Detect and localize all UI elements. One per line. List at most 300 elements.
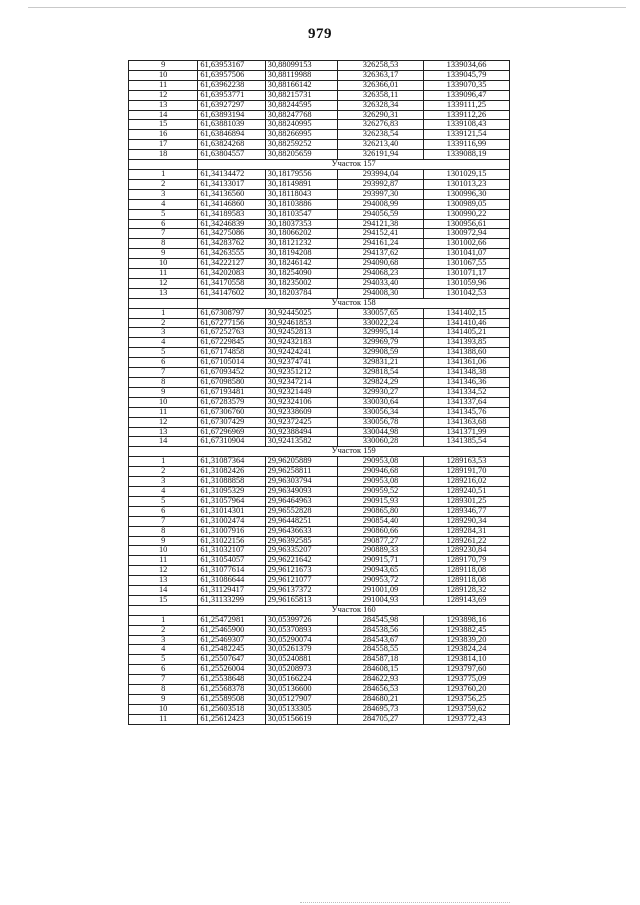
x-coordinate-cell: 330060,28 xyxy=(338,437,424,447)
latitude-cell: 61,34147602 xyxy=(198,288,265,298)
latitude-cell: 61,63927297 xyxy=(198,100,265,110)
y-coordinate-cell: 1339121,54 xyxy=(424,130,510,140)
table-row xyxy=(129,695,510,705)
y-coordinate-cell: 1293814,10 xyxy=(424,655,510,665)
longitude-cell: 30,05156619 xyxy=(265,714,337,724)
x-coordinate-cell: 294008,30 xyxy=(338,288,424,298)
point-number-cell: 16 xyxy=(129,130,198,140)
y-coordinate-cell: 1300972,94 xyxy=(424,229,510,239)
point-number-cell: 12 xyxy=(129,278,198,288)
latitude-cell: 61,67277156 xyxy=(198,318,265,328)
latitude-cell: 61,34136560 xyxy=(198,189,265,199)
x-coordinate-cell: 294008,99 xyxy=(338,199,424,209)
y-coordinate-cell: 1339088,19 xyxy=(424,150,510,160)
y-coordinate-cell: 1341385,54 xyxy=(424,437,510,447)
point-number-cell: 5 xyxy=(129,655,198,665)
latitude-cell: 61,63846894 xyxy=(198,130,265,140)
latitude-cell: 61,31002474 xyxy=(198,516,265,526)
x-coordinate-cell: 291001,09 xyxy=(338,586,424,596)
longitude-cell: 29,96349093 xyxy=(265,486,337,496)
table-row xyxy=(129,486,510,496)
point-number-cell: 7 xyxy=(129,675,198,685)
x-coordinate-cell: 330022,24 xyxy=(338,318,424,328)
table-row xyxy=(129,120,510,130)
table-row xyxy=(129,556,510,566)
longitude-cell: 29,96165813 xyxy=(265,595,337,605)
table-row xyxy=(129,526,510,536)
x-coordinate-cell: 291004,93 xyxy=(338,595,424,605)
table-row xyxy=(129,586,510,596)
latitude-cell: 61,34189583 xyxy=(198,209,265,219)
x-coordinate-cell: 284608,15 xyxy=(338,665,424,675)
y-coordinate-cell: 1341334,52 xyxy=(424,387,510,397)
point-number-cell: 11 xyxy=(129,714,198,724)
x-coordinate-cell: 329908,59 xyxy=(338,348,424,358)
longitude-cell: 30,88205659 xyxy=(265,150,337,160)
longitude-cell: 29,96464963 xyxy=(265,496,337,506)
x-coordinate-cell: 290953,08 xyxy=(338,477,424,487)
point-number-cell: 7 xyxy=(129,368,198,378)
section-header-row xyxy=(129,298,510,308)
x-coordinate-cell: 326191,94 xyxy=(338,150,424,160)
table-row xyxy=(129,100,510,110)
table-row xyxy=(129,308,510,318)
table-row xyxy=(129,90,510,100)
y-coordinate-cell: 1289118,08 xyxy=(424,576,510,586)
y-coordinate-cell: 1341363,68 xyxy=(424,417,510,427)
longitude-cell: 30,92452813 xyxy=(265,328,337,338)
top-border-line xyxy=(28,7,626,8)
point-number-cell: 10 xyxy=(129,546,198,556)
longitude-cell: 30,18179556 xyxy=(265,169,337,179)
latitude-cell: 61,34263555 xyxy=(198,249,265,259)
y-coordinate-cell: 1289284,31 xyxy=(424,526,510,536)
longitude-cell: 30,92372425 xyxy=(265,417,337,427)
point-number-cell: 9 xyxy=(129,695,198,705)
y-coordinate-cell: 1293756,25 xyxy=(424,695,510,705)
x-coordinate-cell: 294121,38 xyxy=(338,219,424,229)
y-coordinate-cell: 1293760,20 xyxy=(424,685,510,695)
section-title: Участок 157 xyxy=(198,160,510,170)
x-coordinate-cell: 290943,65 xyxy=(338,566,424,576)
x-coordinate-cell: 330030,64 xyxy=(338,397,424,407)
y-coordinate-cell: 1341337,64 xyxy=(424,397,510,407)
x-coordinate-cell: 290865,80 xyxy=(338,506,424,516)
x-coordinate-cell: 294161,24 xyxy=(338,239,424,249)
latitude-cell: 61,67098580 xyxy=(198,378,265,388)
y-coordinate-cell: 1341402,15 xyxy=(424,308,510,318)
table-row xyxy=(129,536,510,546)
y-coordinate-cell: 1341361,06 xyxy=(424,358,510,368)
point-number-cell: 2 xyxy=(129,179,198,189)
point-number-cell: 8 xyxy=(129,378,198,388)
point-number-cell: 1 xyxy=(129,308,198,318)
longitude-cell: 30,18235002 xyxy=(265,278,337,288)
point-number-cell: 17 xyxy=(129,140,198,150)
y-coordinate-cell: 1289143,69 xyxy=(424,595,510,605)
point-number-cell: 13 xyxy=(129,100,198,110)
y-coordinate-cell: 1301071,17 xyxy=(424,269,510,279)
point-number-cell: 1 xyxy=(129,457,198,467)
longitude-cell: 30,92424241 xyxy=(265,348,337,358)
point-number-cell: 2 xyxy=(129,467,198,477)
longitude-cell: 30,88266995 xyxy=(265,130,337,140)
table-row xyxy=(129,249,510,259)
point-number-cell: 4 xyxy=(129,486,198,496)
latitude-cell: 61,63953771 xyxy=(198,90,265,100)
x-coordinate-cell: 290953,08 xyxy=(338,457,424,467)
latitude-cell: 61,63962238 xyxy=(198,80,265,90)
table-row xyxy=(129,387,510,397)
longitude-cell: 30,92321449 xyxy=(265,387,337,397)
table-row xyxy=(129,278,510,288)
y-coordinate-cell: 1341405,21 xyxy=(424,328,510,338)
point-number-cell: 10 xyxy=(129,704,198,714)
longitude-cell: 30,05208973 xyxy=(265,665,337,675)
table-row xyxy=(129,61,510,71)
x-coordinate-cell: 330044,98 xyxy=(338,427,424,437)
latitude-cell: 61,67307429 xyxy=(198,417,265,427)
x-coordinate-cell: 290860,66 xyxy=(338,526,424,536)
table-row xyxy=(129,229,510,239)
point-number-cell: 3 xyxy=(129,477,198,487)
longitude-cell: 30,88259252 xyxy=(265,140,337,150)
section-number-cell xyxy=(129,605,198,615)
latitude-cell: 61,25612423 xyxy=(198,714,265,724)
table-row xyxy=(129,318,510,328)
table-row xyxy=(129,467,510,477)
x-coordinate-cell: 326238,54 xyxy=(338,130,424,140)
y-coordinate-cell: 1293824,24 xyxy=(424,645,510,655)
y-coordinate-cell: 1341410,46 xyxy=(424,318,510,328)
latitude-cell: 61,25482245 xyxy=(198,645,265,655)
longitude-cell: 30,05136600 xyxy=(265,685,337,695)
y-coordinate-cell: 1289118,08 xyxy=(424,566,510,576)
longitude-cell: 29,96221642 xyxy=(265,556,337,566)
table-row xyxy=(129,269,510,279)
longitude-cell: 30,92351212 xyxy=(265,368,337,378)
table-row xyxy=(129,625,510,635)
point-number-cell: 9 xyxy=(129,387,198,397)
latitude-cell: 61,34222127 xyxy=(198,259,265,269)
y-coordinate-cell: 1301041,07 xyxy=(424,249,510,259)
x-coordinate-cell: 290953,72 xyxy=(338,576,424,586)
latitude-cell: 61,25589508 xyxy=(198,695,265,705)
table-row xyxy=(129,328,510,338)
x-coordinate-cell: 290877,27 xyxy=(338,536,424,546)
longitude-cell: 30,92374741 xyxy=(265,358,337,368)
longitude-cell: 30,18103547 xyxy=(265,209,337,219)
table-row xyxy=(129,407,510,417)
longitude-cell: 29,96121077 xyxy=(265,576,337,586)
point-number-cell: 13 xyxy=(129,288,198,298)
latitude-cell: 61,67174858 xyxy=(198,348,265,358)
point-number-cell: 3 xyxy=(129,328,198,338)
y-coordinate-cell: 1301002,66 xyxy=(424,239,510,249)
y-coordinate-cell: 1300996,30 xyxy=(424,189,510,199)
table-row xyxy=(129,477,510,487)
x-coordinate-cell: 326328,34 xyxy=(338,100,424,110)
point-number-cell: 8 xyxy=(129,685,198,695)
section-title: Участок 158 xyxy=(198,298,510,308)
y-coordinate-cell: 1293797,60 xyxy=(424,665,510,675)
latitude-cell: 61,67310904 xyxy=(198,437,265,447)
table-row xyxy=(129,239,510,249)
table-row xyxy=(129,417,510,427)
latitude-cell: 61,67229845 xyxy=(198,338,265,348)
x-coordinate-cell: 293997,30 xyxy=(338,189,424,199)
point-number-cell: 2 xyxy=(129,318,198,328)
table-row xyxy=(129,70,510,80)
latitude-cell: 61,31088858 xyxy=(198,477,265,487)
section-number-cell xyxy=(129,160,198,170)
x-coordinate-cell: 290889,33 xyxy=(338,546,424,556)
latitude-cell: 61,31057964 xyxy=(198,496,265,506)
section-number-cell xyxy=(129,298,198,308)
y-coordinate-cell: 1293759,62 xyxy=(424,704,510,714)
table-row xyxy=(129,348,510,358)
y-coordinate-cell: 1293882,45 xyxy=(424,625,510,635)
table-row xyxy=(129,457,510,467)
point-number-cell: 8 xyxy=(129,239,198,249)
x-coordinate-cell: 294033,40 xyxy=(338,278,424,288)
latitude-cell: 61,25603518 xyxy=(198,704,265,714)
latitude-cell: 61,31129417 xyxy=(198,586,265,596)
latitude-cell: 61,31095329 xyxy=(198,486,265,496)
table-row xyxy=(129,566,510,576)
table-row xyxy=(129,675,510,685)
y-coordinate-cell: 1289216,02 xyxy=(424,477,510,487)
table-row xyxy=(129,397,510,407)
longitude-cell: 29,96392585 xyxy=(265,536,337,546)
coordinates-table-body xyxy=(129,61,510,725)
point-number-cell: 15 xyxy=(129,120,198,130)
table-row xyxy=(129,655,510,665)
longitude-cell: 30,92347214 xyxy=(265,378,337,388)
longitude-cell: 29,96335207 xyxy=(265,546,337,556)
longitude-cell: 29,96436633 xyxy=(265,526,337,536)
y-coordinate-cell: 1293898,16 xyxy=(424,615,510,625)
x-coordinate-cell: 290915,71 xyxy=(338,556,424,566)
table-row xyxy=(129,506,510,516)
point-number-cell: 6 xyxy=(129,665,198,675)
point-number-cell: 4 xyxy=(129,199,198,209)
y-coordinate-cell: 1341393,85 xyxy=(424,338,510,348)
point-number-cell: 14 xyxy=(129,586,198,596)
point-number-cell: 5 xyxy=(129,348,198,358)
point-number-cell: 9 xyxy=(129,249,198,259)
point-number-cell: 13 xyxy=(129,576,198,586)
table-row xyxy=(129,368,510,378)
x-coordinate-cell: 294137,62 xyxy=(338,249,424,259)
latitude-cell: 61,31054057 xyxy=(198,556,265,566)
y-coordinate-cell: 1341388,60 xyxy=(424,348,510,358)
longitude-cell: 30,05370893 xyxy=(265,625,337,635)
x-coordinate-cell: 284558,55 xyxy=(338,645,424,655)
point-number-cell: 10 xyxy=(129,259,198,269)
table-row xyxy=(129,427,510,437)
table-row xyxy=(129,378,510,388)
y-coordinate-cell: 1339096,47 xyxy=(424,90,510,100)
x-coordinate-cell: 326366,01 xyxy=(338,80,424,90)
latitude-cell: 61,31133299 xyxy=(198,595,265,605)
latitude-cell: 61,67093452 xyxy=(198,368,265,378)
section-title: Участок 159 xyxy=(198,447,510,457)
latitude-cell: 61,34134472 xyxy=(198,169,265,179)
x-coordinate-cell: 290915,93 xyxy=(338,496,424,506)
point-number-cell: 4 xyxy=(129,338,198,348)
x-coordinate-cell: 284545,98 xyxy=(338,615,424,625)
longitude-cell: 30,88166142 xyxy=(265,80,337,90)
x-coordinate-cell: 330056,78 xyxy=(338,417,424,427)
point-number-cell: 13 xyxy=(129,427,198,437)
point-number-cell: 18 xyxy=(129,150,198,160)
x-coordinate-cell: 329818,54 xyxy=(338,368,424,378)
y-coordinate-cell: 1300989,05 xyxy=(424,199,510,209)
point-number-cell: 6 xyxy=(129,506,198,516)
x-coordinate-cell: 294056,59 xyxy=(338,209,424,219)
x-coordinate-cell: 294068,23 xyxy=(338,269,424,279)
longitude-cell: 29,96258811 xyxy=(265,467,337,477)
table-row xyxy=(129,219,510,229)
latitude-cell: 61,25568378 xyxy=(198,685,265,695)
point-number-cell: 5 xyxy=(129,209,198,219)
table-row xyxy=(129,665,510,675)
point-number-cell: 11 xyxy=(129,269,198,279)
latitude-cell: 61,67283579 xyxy=(198,397,265,407)
y-coordinate-cell: 1300990,22 xyxy=(424,209,510,219)
longitude-cell: 30,92445025 xyxy=(265,308,337,318)
longitude-cell: 30,18037353 xyxy=(265,219,337,229)
latitude-cell: 61,34202083 xyxy=(198,269,265,279)
section-header-row xyxy=(129,605,510,615)
point-number-cell: 3 xyxy=(129,635,198,645)
longitude-cell: 30,92338609 xyxy=(265,407,337,417)
longitude-cell: 29,96448251 xyxy=(265,516,337,526)
x-coordinate-cell: 329969,79 xyxy=(338,338,424,348)
table-row xyxy=(129,645,510,655)
longitude-cell: 30,05290074 xyxy=(265,635,337,645)
point-number-cell: 6 xyxy=(129,219,198,229)
y-coordinate-cell: 1300956,61 xyxy=(424,219,510,229)
point-number-cell: 15 xyxy=(129,595,198,605)
longitude-cell: 30,18203784 xyxy=(265,288,337,298)
latitude-cell: 61,25472981 xyxy=(198,615,265,625)
latitude-cell: 61,63824268 xyxy=(198,140,265,150)
longitude-cell: 29,96121673 xyxy=(265,566,337,576)
table-row xyxy=(129,516,510,526)
longitude-cell: 30,92432183 xyxy=(265,338,337,348)
latitude-cell: 61,31086644 xyxy=(198,576,265,586)
y-coordinate-cell: 1339034,66 xyxy=(424,61,510,71)
longitude-cell: 30,88244595 xyxy=(265,100,337,110)
point-number-cell: 14 xyxy=(129,437,198,447)
y-coordinate-cell: 1341346,36 xyxy=(424,378,510,388)
y-coordinate-cell: 1289191,70 xyxy=(424,467,510,477)
y-coordinate-cell: 1289240,51 xyxy=(424,486,510,496)
longitude-cell: 29,96303794 xyxy=(265,477,337,487)
table-row xyxy=(129,140,510,150)
latitude-cell: 61,31032107 xyxy=(198,546,265,556)
y-coordinate-cell: 1289230,84 xyxy=(424,546,510,556)
x-coordinate-cell: 294152,41 xyxy=(338,229,424,239)
x-coordinate-cell: 330057,65 xyxy=(338,308,424,318)
x-coordinate-cell: 329824,29 xyxy=(338,378,424,388)
x-coordinate-cell: 293992,87 xyxy=(338,179,424,189)
y-coordinate-cell: 1289170,79 xyxy=(424,556,510,566)
x-coordinate-cell: 290854,40 xyxy=(338,516,424,526)
latitude-cell: 61,31022156 xyxy=(198,536,265,546)
y-coordinate-cell: 1293775,09 xyxy=(424,675,510,685)
latitude-cell: 61,67252763 xyxy=(198,328,265,338)
latitude-cell: 61,34246839 xyxy=(198,219,265,229)
point-number-cell: 8 xyxy=(129,526,198,536)
latitude-cell: 61,34133017 xyxy=(198,179,265,189)
point-number-cell: 12 xyxy=(129,90,198,100)
table-row xyxy=(129,130,510,140)
x-coordinate-cell: 284538,56 xyxy=(338,625,424,635)
x-coordinate-cell: 290959,52 xyxy=(338,486,424,496)
y-coordinate-cell: 1289128,32 xyxy=(424,586,510,596)
latitude-cell: 61,67306760 xyxy=(198,407,265,417)
x-coordinate-cell: 326276,83 xyxy=(338,120,424,130)
longitude-cell: 30,05166224 xyxy=(265,675,337,685)
table-row xyxy=(129,80,510,90)
x-coordinate-cell: 284543,67 xyxy=(338,635,424,645)
longitude-cell: 30,88119988 xyxy=(265,70,337,80)
y-coordinate-cell: 1289346,77 xyxy=(424,506,510,516)
y-coordinate-cell: 1289163,53 xyxy=(424,457,510,467)
point-number-cell: 12 xyxy=(129,566,198,576)
table-row xyxy=(129,595,510,605)
longitude-cell: 30,18118043 xyxy=(265,189,337,199)
section-header-row xyxy=(129,447,510,457)
x-coordinate-cell: 329995,14 xyxy=(338,328,424,338)
y-coordinate-cell: 1339112,26 xyxy=(424,110,510,120)
point-number-cell: 1 xyxy=(129,169,198,179)
latitude-cell: 61,31082426 xyxy=(198,467,265,477)
table-row xyxy=(129,615,510,625)
table-row xyxy=(129,338,510,348)
table-row xyxy=(129,169,510,179)
longitude-cell: 30,05127907 xyxy=(265,695,337,705)
point-number-cell: 9 xyxy=(129,536,198,546)
y-coordinate-cell: 1301067,55 xyxy=(424,259,510,269)
x-coordinate-cell: 329930,27 xyxy=(338,387,424,397)
y-coordinate-cell: 1301029,15 xyxy=(424,169,510,179)
table-row xyxy=(129,714,510,724)
y-coordinate-cell: 1341348,38 xyxy=(424,368,510,378)
x-coordinate-cell: 284680,21 xyxy=(338,695,424,705)
x-coordinate-cell: 326213,40 xyxy=(338,140,424,150)
y-coordinate-cell: 1341345,76 xyxy=(424,407,510,417)
bottom-edge-marks xyxy=(300,902,510,903)
point-number-cell: 11 xyxy=(129,556,198,566)
x-coordinate-cell: 293994,04 xyxy=(338,169,424,179)
latitude-cell: 61,67105014 xyxy=(198,358,265,368)
y-coordinate-cell: 1339070,35 xyxy=(424,80,510,90)
latitude-cell: 61,63881039 xyxy=(198,120,265,130)
longitude-cell: 30,18066202 xyxy=(265,229,337,239)
longitude-cell: 30,05240881 xyxy=(265,655,337,665)
x-coordinate-cell: 294090,68 xyxy=(338,259,424,269)
point-number-cell: 12 xyxy=(129,417,198,427)
table-row xyxy=(129,199,510,209)
longitude-cell: 30,05261379 xyxy=(265,645,337,655)
longitude-cell: 29,96205889 xyxy=(265,457,337,467)
table-row xyxy=(129,704,510,714)
table-row xyxy=(129,110,510,120)
